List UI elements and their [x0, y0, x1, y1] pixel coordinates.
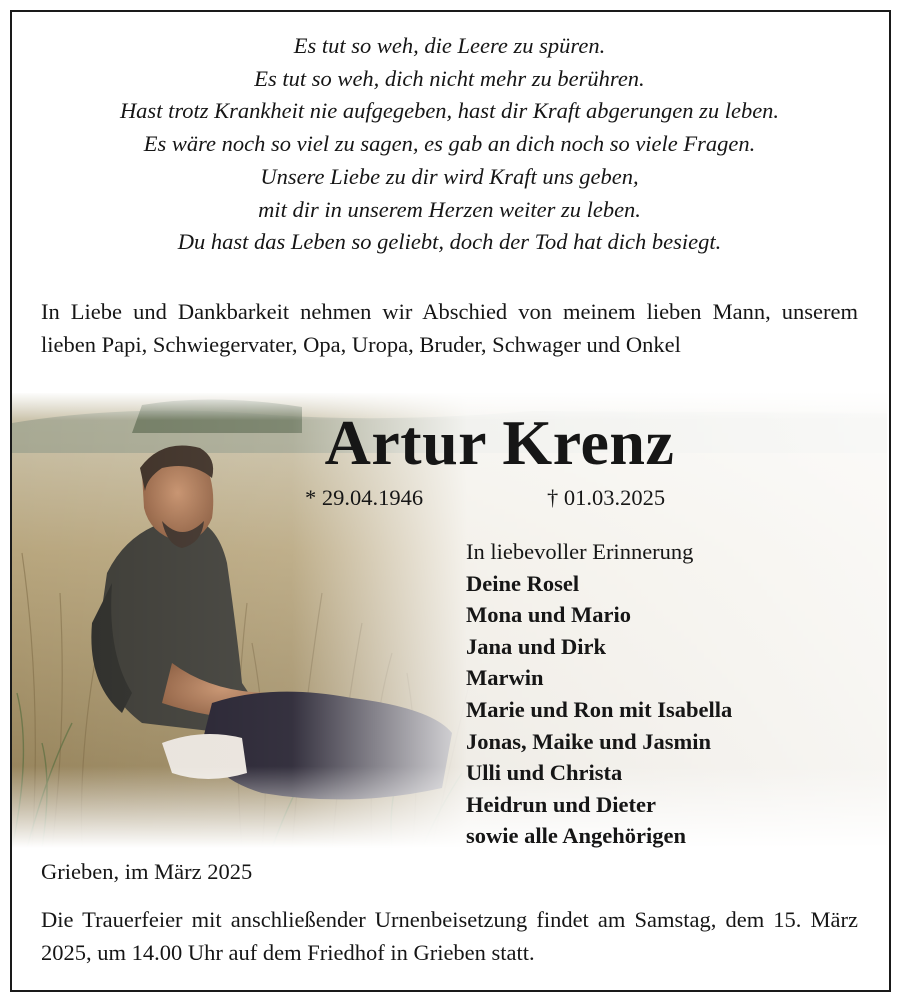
mourner-name: Deine Rosel — [466, 570, 580, 596]
mourner-name: sowie alle Angehörigen — [466, 823, 686, 849]
funeral-service-info: Die Trauerfeier mit anschließender Urnenbeisetzung findet am Samstag, dem 15. März 2025, um 14.00 Uhr auf dem Friedhof in Grieben statt. — [41, 907, 858, 965]
mourner-name: Jana und Dirk — [466, 633, 607, 659]
mourner-name: Marwin — [466, 665, 544, 691]
farewell-intro: In Liebe und Dankbarkeit nehmen wir Abschied von meinem lieben Mann, unserem lieben Papi, Schwiegervater, Opa, Uropa, Bruder, Schwager und Onkel — [41, 299, 858, 357]
death-date: † 01.03.2025 — [547, 485, 666, 510]
poem-line: Es tut so weh, die Leere zu spüren. — [293, 33, 606, 58]
mourner-name: Mona und Mario — [466, 602, 632, 628]
mourners-list — [466, 536, 732, 852]
place-date: Grieben, im März 2025 — [41, 859, 253, 884]
poem-line: Hast trotz Krankheit nie aufgegeben, hast dir Kraft abgerungen zu leben. — [119, 98, 780, 124]
poem-line: mit dir in unserem Herzen weiter zu leben. — [258, 196, 641, 222]
memorial-poem — [0, 30, 899, 259]
poem-line: Es wäre noch so viel zu sagen, es gab an dich noch so viele Fragen. — [143, 131, 756, 157]
deceased-name: Artur Krenz — [324, 407, 675, 478]
mourner-name: Ulli und Christa — [466, 760, 623, 786]
mourner-name: Heidrun und Dieter — [466, 791, 657, 817]
poem-line: Du hast das Leben so geliebt, doch der Tod hat dich besiegt. — [177, 229, 722, 255]
mourner-name: Marie und Ron mit Isabella — [466, 696, 733, 722]
birth-date: * 29.04.1946 — [305, 485, 424, 510]
poem-line: Es tut so weh, dich nicht mehr zu berühren. — [254, 65, 645, 91]
mourners-heading: In liebevoller Erinnerung — [466, 539, 694, 564]
mourner-name: Jonas, Maike und Jasmin — [466, 728, 712, 754]
poem-line: Unsere Liebe zu dir wird Kraft uns geben, — [260, 163, 639, 189]
